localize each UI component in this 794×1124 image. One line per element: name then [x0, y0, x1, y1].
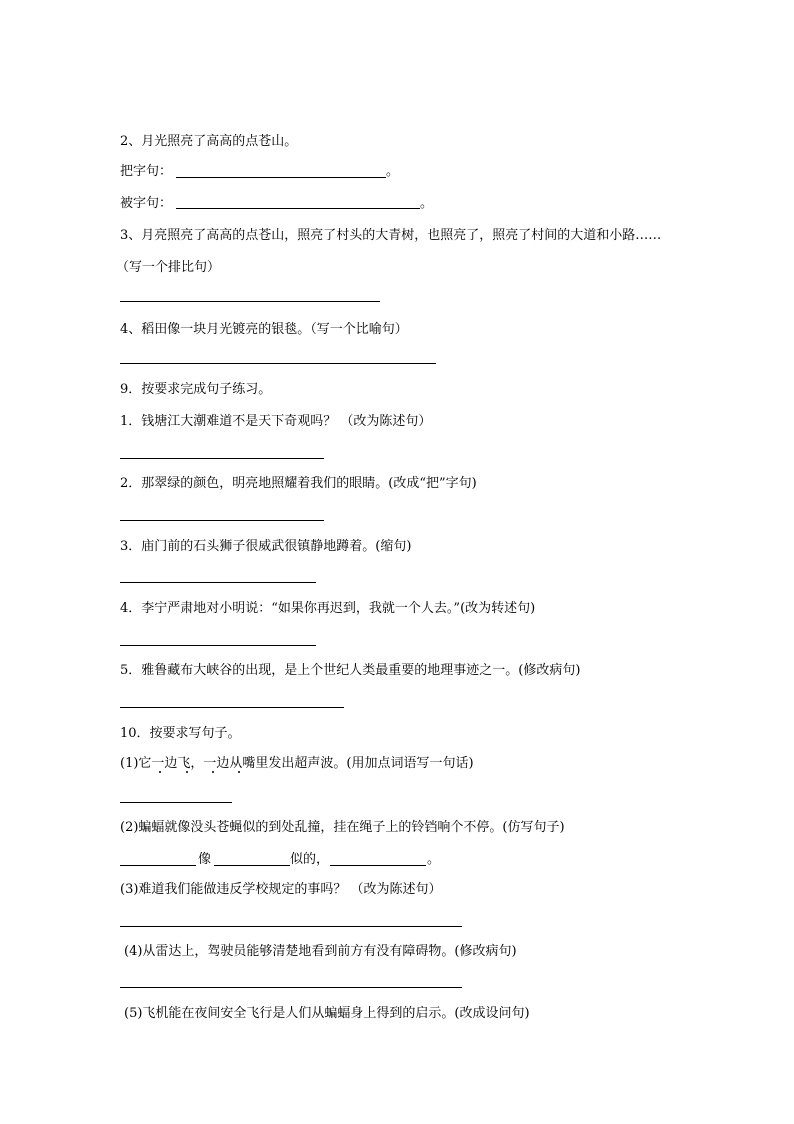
emphasis-dot — [159, 771, 161, 773]
section-9-item-5: 5．雅鲁藏布大峡谷的出现，是上个世纪人类最重要的地理事迹之一。(修改病句) — [120, 663, 581, 678]
section-10-item-1-answer-line[interactable] — [120, 802, 232, 803]
imitation-word-xiang: 像 — [198, 852, 212, 867]
imitation-blank-1[interactable] — [120, 865, 196, 866]
ba-sentence-period: 。 — [386, 164, 400, 179]
section-9-item-1-answer-line[interactable] — [120, 458, 324, 459]
section-9-item-1: 1．钱塘江大潮难道不是天下奇观吗？ （改为陈述句） — [120, 414, 432, 429]
question-4-text: 4、稻田像一块月光镀亮的银毯。（写一个比喻句） — [120, 322, 408, 337]
section-10-item-4-answer-line[interactable] — [120, 987, 462, 988]
section-9-item-3-answer-line[interactable] — [120, 582, 316, 583]
bei-sentence-label: 被字句： — [120, 196, 173, 211]
section-10-title: 10．按要求写句子。 — [120, 726, 241, 741]
imitation-blank-3[interactable] — [330, 865, 426, 866]
section-10-item-4: (4)从雷达上，驾驶员能够清楚地看到前方有没有障碍物。(修改病句) — [124, 944, 517, 959]
question-3-answer-line[interactable] — [120, 301, 380, 302]
section-9-item-3: 3．庙门前的石头狮子很威武很镇静地蹲着。(缩句) — [120, 539, 412, 554]
section-10-item-1: (1)它一边飞，一边从嘴里发出超声波。(用加点词语写一句话) — [120, 756, 474, 771]
question-4-answer-line[interactable] — [120, 363, 436, 364]
question-3-text: 3、月亮照亮了高高的点苍山，照亮了村头的大青树，也照亮了，照亮了村间的大道和小路…… — [120, 228, 662, 243]
imitation-word-side: 似的， — [290, 852, 330, 867]
section-9-item-4-answer-line[interactable] — [120, 645, 316, 646]
emphasis-dot — [238, 771, 240, 773]
section-9-item-2-answer-line[interactable] — [120, 520, 324, 521]
section-10-item-3-answer-line[interactable] — [120, 926, 462, 927]
emphasis-dot — [186, 771, 188, 773]
emphasis-dot — [212, 771, 214, 773]
bei-sentence-answer-line[interactable] — [176, 208, 420, 209]
ba-sentence-answer-line[interactable] — [176, 177, 386, 178]
section-9-item-5-answer-line[interactable] — [120, 707, 344, 708]
bei-sentence-period: 。 — [420, 196, 434, 211]
question-3-instruction: （写一个排比句） — [116, 260, 221, 275]
imitation-blank-2[interactable] — [214, 865, 290, 866]
section-9-item-4: 4．李宁严肃地对小明说：“如果你再迟到，我就一个人去。”(改为转述句) — [120, 601, 536, 616]
section-10-item-3: (3)难道我们能做违反学校规定的事吗？ （改为陈述句） — [120, 882, 442, 897]
ba-sentence-label: 把字句： — [120, 164, 173, 179]
question-2-text: 2、月光照亮了高高的点苍山。 — [120, 134, 298, 149]
section-10-item-2: (2)蝙蝠就像没头苍蝇似的到处乱撞，挂在绳子上的铃铛响个不停。(仿写句子) — [120, 820, 565, 835]
section-9-item-2: 2．那翠绿的颜色，明亮地照耀着我们的眼睛。(改成“把”字句) — [120, 476, 477, 491]
imitation-period: 。 — [427, 852, 441, 867]
section-9-title: 9．按要求完成句子练习。 — [120, 382, 272, 397]
section-10-item-5: (5)飞机能在夜间安全飞行是人们从蝙蝠身上得到的启示。(改成设问句) — [124, 1006, 530, 1021]
